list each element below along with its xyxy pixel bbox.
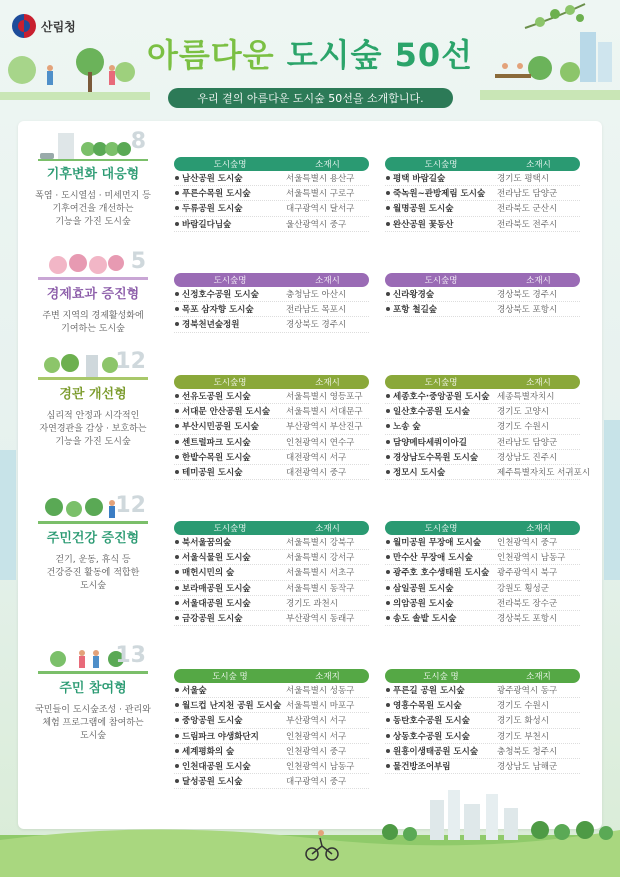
forest-location: 대구광역시 달서구 bbox=[286, 204, 355, 215]
forest-name: 의암공원 도시숲 bbox=[385, 597, 497, 609]
forest-location: 전라북도 장수군 bbox=[497, 598, 558, 609]
forest-location: 경기도 수원시 bbox=[497, 701, 549, 712]
table-row bbox=[385, 744, 580, 759]
forest-name: 월미공원 무장애 도시숲 bbox=[385, 536, 497, 548]
table-header bbox=[385, 157, 580, 171]
logo-text: 산림청 bbox=[41, 19, 76, 34]
column-header-name: 도시숲명 bbox=[424, 524, 458, 534]
forest-name: 월명공원 도시숲 bbox=[385, 202, 497, 214]
table-row bbox=[174, 713, 369, 728]
city-silhouette-left-icon bbox=[0, 440, 20, 580]
forest-name: 삼일공원 도시숲 bbox=[385, 582, 497, 594]
table-row bbox=[174, 759, 369, 774]
section-title: 경관 개선형 bbox=[59, 387, 127, 402]
section-title: 주민건강 증진형 bbox=[46, 531, 140, 546]
forest-name: 푸른길 공원 도시숲 bbox=[385, 684, 497, 696]
forest-name: 일산호수공원 도시숲 bbox=[385, 405, 497, 417]
table-row bbox=[385, 596, 580, 611]
column-header-location: 소재지 bbox=[315, 672, 340, 682]
table-row bbox=[174, 287, 369, 302]
table-row bbox=[385, 419, 580, 434]
forest-name: 세계평화의 숲 bbox=[174, 745, 286, 757]
forest-location: 서울특별시 강서구 bbox=[286, 553, 355, 564]
forest-name: 송도 솔밭 도시숲 bbox=[385, 612, 497, 624]
forest-location: 경기도 수원시 bbox=[497, 422, 549, 433]
forest-location: 전라북도 군산시 bbox=[497, 204, 558, 215]
title-part-1: 아름다운 bbox=[146, 36, 275, 74]
forest-name: 푸른수목원 도시숲 bbox=[174, 187, 286, 199]
table-row bbox=[174, 465, 369, 480]
column-header-location: 소재시 bbox=[315, 378, 340, 388]
table-row bbox=[174, 611, 369, 626]
forest-name: 달성공원 도시숲 bbox=[174, 775, 286, 787]
title-part-2: 도시숲 50선 bbox=[286, 36, 474, 74]
table-row bbox=[174, 201, 369, 216]
forest-name: 평택 바람길숲 bbox=[385, 172, 497, 184]
forest-location: 서울특별시 구로구 bbox=[286, 189, 355, 200]
table-header bbox=[385, 521, 580, 535]
forest-location: 충청남도 아산시 bbox=[286, 290, 347, 301]
description-line: 자연경관을 감상 · 보호하는 bbox=[39, 424, 147, 434]
forest-location: 제주특별자치도 서귀포시 bbox=[497, 468, 591, 479]
forest-location: 서울특별시 마포구 bbox=[286, 701, 355, 712]
section-economy bbox=[18, 249, 602, 349]
table-header bbox=[174, 521, 369, 535]
column-header-name: 도시숲명 bbox=[424, 378, 458, 388]
table-row bbox=[385, 550, 580, 565]
forest-table bbox=[385, 375, 591, 480]
forest-name: 세종호수·중앙공원 도시숲 bbox=[385, 390, 497, 402]
forest-location: 인천광역시 중구 bbox=[286, 746, 347, 757]
section-description bbox=[18, 554, 168, 593]
forest-name: 남산공원 도시숲 bbox=[174, 172, 286, 184]
section-count: 13 bbox=[115, 643, 146, 668]
forest-table bbox=[174, 669, 369, 789]
table-row bbox=[385, 611, 580, 626]
column-header-name: 도시숲명 bbox=[213, 276, 247, 286]
section-illustration bbox=[18, 249, 168, 281]
forest-table bbox=[385, 521, 580, 626]
forest-table bbox=[174, 375, 369, 480]
forest-table bbox=[174, 273, 369, 333]
description-line: 심리적 안정과 시각적인 bbox=[46, 411, 140, 421]
bottom-city-park-illustration-icon bbox=[0, 780, 620, 877]
forest-location: 울산광역시 중구 bbox=[286, 219, 347, 230]
forest-location: 강원도 횡성군 bbox=[497, 583, 549, 594]
column-header-location: 소재지 bbox=[526, 524, 551, 534]
description-line: 폭염 · 도시열섬 · 미세먼지 등 bbox=[35, 191, 151, 201]
table-row bbox=[385, 565, 580, 580]
description-line: 기여하는 도시숲 bbox=[61, 324, 125, 334]
forest-location: 서울특별시 성동구 bbox=[286, 686, 355, 697]
description-line: 걷기, 운동, 휴식 등 bbox=[55, 555, 131, 565]
forest-name: 죽녹원~관방제림 도시숲 bbox=[385, 187, 497, 199]
forest-location: 경기도 고양시 bbox=[497, 407, 549, 418]
forest-table bbox=[174, 157, 369, 232]
forest-name: 중앙공원 도시숲 bbox=[174, 714, 286, 726]
forest-name: 목포 삼자향 도시숲 bbox=[174, 303, 286, 315]
section-intro bbox=[18, 249, 168, 336]
table-row bbox=[385, 729, 580, 744]
table-row bbox=[385, 201, 580, 216]
forest-name: 서대문 안산공원 도시숲 bbox=[174, 405, 286, 417]
table-row bbox=[385, 302, 580, 317]
forest-name: 두류공원 도시숲 bbox=[174, 202, 286, 214]
forest-name: 매헌시민의 숲 bbox=[174, 566, 286, 578]
table-row bbox=[385, 535, 580, 550]
forest-location: 서울특별시 용산구 bbox=[286, 174, 355, 185]
column-header-name: 도시숲명 bbox=[424, 160, 458, 170]
section-intro bbox=[18, 349, 168, 449]
table-row bbox=[174, 535, 369, 550]
forest-name: 정모시 도시숲 bbox=[385, 466, 497, 478]
forest-location: 서울특별시 영등포구 bbox=[286, 392, 363, 403]
table-row bbox=[174, 581, 369, 596]
forest-name: 경상남도수목원 도시숲 bbox=[385, 451, 497, 463]
column-header-location: 소재시 bbox=[315, 160, 340, 170]
forest-name: 월드컵 난지천 공원 도시숲 bbox=[174, 699, 286, 711]
description-line: 주변 지역의 경제활성화에 bbox=[42, 311, 144, 321]
section-count: 5 bbox=[130, 249, 146, 274]
column-header-location: 소재지 bbox=[526, 672, 551, 682]
forest-location: 인천광역시 중구 bbox=[497, 538, 558, 549]
forest-location: 경상남도 남해군 bbox=[497, 762, 558, 773]
forest-location: 전라남도 담양군 bbox=[497, 189, 558, 200]
forest-location: 전라남도 담양군 bbox=[497, 437, 558, 448]
section-illustration bbox=[18, 349, 168, 381]
table-row bbox=[174, 683, 369, 698]
table-row bbox=[174, 302, 369, 317]
forest-location: 경기도 평택시 bbox=[497, 174, 549, 185]
column-header-location: 소재시 bbox=[526, 276, 551, 286]
forest-location: 대전광역시 중구 bbox=[286, 468, 347, 479]
forest-location: 부산광역시 서구 bbox=[286, 716, 347, 727]
column-header-location: 소재시 bbox=[526, 378, 551, 388]
description-line: 기후여건을 개선하는 bbox=[52, 204, 134, 214]
forest-name: 상동호수공원 도시숲 bbox=[385, 730, 497, 742]
subtitle-banner: 우리 곁의 아름다운 도시숲 50선을 소개합니다. bbox=[168, 88, 453, 108]
table-row bbox=[385, 389, 580, 404]
table-row bbox=[174, 217, 369, 232]
forest-location: 서울특별시 서대문구 bbox=[286, 407, 363, 418]
table-header bbox=[174, 669, 369, 683]
section-title: 기후변화 대응형 bbox=[46, 167, 140, 182]
forest-location: 부산광역시 동래구 bbox=[286, 614, 355, 625]
section-illustration bbox=[18, 493, 168, 525]
table-row bbox=[174, 729, 369, 744]
forest-name: 바람길다님숲 bbox=[174, 218, 286, 230]
table-row bbox=[385, 435, 580, 450]
forest-name: 테미공원 도시숲 bbox=[174, 466, 286, 478]
table-row bbox=[385, 759, 580, 774]
forest-location: 인천광역시 연수구 bbox=[286, 437, 355, 448]
table-row bbox=[174, 744, 369, 759]
forest-location: 서울특별시 서초구 bbox=[286, 568, 355, 579]
forest-name: 영흥수목원 도시숲 bbox=[385, 699, 497, 711]
section-description bbox=[18, 410, 168, 449]
column-header-name: 도시숲 명 bbox=[423, 672, 459, 682]
table-row bbox=[174, 550, 369, 565]
forest-table bbox=[385, 273, 580, 317]
section-illustration bbox=[18, 643, 168, 675]
description-line: 기능을 가진 도시숲 bbox=[55, 217, 131, 227]
forest-name: 부산시민공원 도시숲 bbox=[174, 420, 286, 432]
forest-name: 경북천년숲정원 bbox=[174, 318, 286, 330]
forest-location: 세종특별자치시 bbox=[497, 392, 555, 403]
table-row bbox=[385, 698, 580, 713]
forest-location: 대전광역시 서구 bbox=[286, 452, 347, 463]
forest-location: 경상북도 경주시 bbox=[286, 320, 347, 331]
forest-name: 금강공원 도시숲 bbox=[174, 612, 286, 624]
forest-name: 한밭수목원 도시숲 bbox=[174, 451, 286, 463]
table-row bbox=[174, 404, 369, 419]
forest-location: 서울특별시 강북구 bbox=[286, 538, 355, 549]
forest-location: 경상북도 포항시 bbox=[497, 305, 558, 316]
tree-branch-icon bbox=[520, 0, 590, 32]
section-landscape bbox=[18, 349, 602, 489]
forest-location: 대구광역시 중구 bbox=[286, 777, 347, 788]
forest-location: 광주광역시 북구 bbox=[497, 568, 558, 579]
forest-location: 경상북도 포항시 bbox=[497, 614, 558, 625]
section-description bbox=[18, 704, 168, 743]
table-row bbox=[385, 287, 580, 302]
description-line: 국민들이 도시숲조성 · 관리와 bbox=[35, 705, 151, 715]
column-header-name: 도시숲 명 bbox=[212, 672, 248, 682]
column-header-location: 소재시 bbox=[315, 276, 340, 286]
forest-name: 인천대공원 도시숲 bbox=[174, 760, 286, 772]
table-row bbox=[174, 435, 369, 450]
section-participation bbox=[18, 643, 602, 803]
forest-name: 서울식물원 도시숲 bbox=[174, 551, 286, 563]
forest-location: 충청북도 청주시 bbox=[497, 746, 558, 757]
forest-name: 센트럴파크 도시숲 bbox=[174, 436, 286, 448]
description-line: 체험 프로그램에 참여하는 bbox=[42, 718, 144, 728]
description-line: 기능을 가진 도시숲 bbox=[55, 437, 131, 447]
table-row bbox=[174, 596, 369, 611]
table-row bbox=[385, 171, 580, 186]
section-intro bbox=[18, 129, 168, 229]
section-title: 경제효과 증진형 bbox=[46, 287, 140, 302]
table-row bbox=[174, 419, 369, 434]
forest-name: 신라왕경숲 bbox=[385, 288, 497, 300]
table-row bbox=[385, 450, 580, 465]
forest-location: 인천광역시 남동구 bbox=[497, 553, 566, 564]
section-illustration bbox=[18, 129, 168, 161]
forest-location: 서울특별시 동작구 bbox=[286, 583, 355, 594]
forest-location: 인천광역시 남동구 bbox=[286, 762, 355, 773]
table-row bbox=[385, 217, 580, 232]
section-health bbox=[18, 493, 602, 633]
section-intro bbox=[18, 493, 168, 593]
table-row bbox=[385, 581, 580, 596]
section-count: 12 bbox=[115, 493, 146, 518]
table-row bbox=[385, 465, 591, 480]
table-header bbox=[174, 273, 369, 287]
forest-name: 보라매공원 도시숲 bbox=[174, 582, 286, 594]
forest-location: 경기도 과천시 bbox=[286, 598, 338, 609]
forest-name: 포항 철길숲 bbox=[385, 303, 497, 315]
forest-name: 선유도공원 도시숲 bbox=[174, 390, 286, 402]
table-row bbox=[174, 565, 369, 580]
forest-location: 인천광역시 서구 bbox=[286, 731, 347, 742]
column-header-location: 소재시 bbox=[315, 524, 340, 534]
table-row bbox=[385, 186, 580, 201]
forest-name: 원흥이생태공원 도시숲 bbox=[385, 745, 497, 757]
table-header bbox=[174, 157, 369, 171]
section-title: 주민 참여형 bbox=[59, 681, 127, 696]
city-silhouette-right-icon bbox=[602, 420, 620, 580]
table-header bbox=[174, 375, 369, 389]
page-title bbox=[0, 30, 620, 76]
forest-name: 신정호수공원 도시숲 bbox=[174, 288, 286, 300]
column-header-location: 소재시 bbox=[526, 160, 551, 170]
forest-table bbox=[385, 157, 580, 232]
forest-table bbox=[174, 521, 369, 626]
column-header-name: 도시숲명 bbox=[424, 276, 458, 286]
table-row bbox=[385, 683, 580, 698]
forest-name: 서울대공원 도시숲 bbox=[174, 597, 286, 609]
description-line: 건강증진 활동에 적합한 bbox=[46, 568, 140, 578]
table-header bbox=[385, 375, 580, 389]
forest-name: 동탄호수공원 도시숲 bbox=[385, 714, 497, 726]
table-header bbox=[385, 669, 580, 683]
forest-table bbox=[385, 669, 580, 774]
column-header-name: 도시숲명 bbox=[213, 160, 247, 170]
forest-name: 북서울꿈의숲 bbox=[174, 536, 286, 548]
column-header-name: 도시숲명 bbox=[213, 524, 247, 534]
forest-name: 노송 숲 bbox=[385, 420, 497, 432]
table-row bbox=[174, 186, 369, 201]
forest-location: 경상북도 경주시 bbox=[497, 290, 558, 301]
forest-location: 전라북도 전주시 bbox=[497, 219, 558, 230]
table-row bbox=[174, 698, 369, 713]
table-row bbox=[174, 389, 369, 404]
table-row bbox=[385, 713, 580, 728]
forest-location: 전라남도 목포시 bbox=[286, 305, 347, 316]
forest-location: 경상남도 진주시 bbox=[497, 452, 558, 463]
section-intro bbox=[18, 643, 168, 743]
section-description bbox=[18, 190, 168, 229]
table-header bbox=[385, 273, 580, 287]
table-row bbox=[385, 404, 580, 419]
table-row bbox=[174, 171, 369, 186]
table-row bbox=[174, 450, 369, 465]
description-line: 도시숲 bbox=[79, 581, 107, 591]
forest-name: 광주호 호수생태원 도시숲 bbox=[385, 566, 497, 578]
content-panel bbox=[18, 121, 602, 829]
forest-name: 만수산 무장애 도시숲 bbox=[385, 551, 497, 563]
section-count: 12 bbox=[115, 349, 146, 374]
forest-name: 드림파크 야생화단지 bbox=[174, 730, 286, 742]
forest-name: 물건방조어부림 bbox=[385, 760, 497, 772]
table-row bbox=[174, 317, 369, 332]
header bbox=[0, 0, 620, 120]
section-description bbox=[18, 310, 168, 336]
forest-name: 담양메타세쿼이아길 bbox=[385, 436, 497, 448]
forest-name: 완산공원 꽃동산 bbox=[385, 218, 497, 230]
forest-location: 부산광역시 부산진구 bbox=[286, 422, 363, 433]
section-count: 8 bbox=[130, 129, 146, 154]
section-climate bbox=[18, 129, 602, 259]
column-header-name: 도시숲명 bbox=[213, 378, 247, 388]
forest-name: 서울숲 bbox=[174, 684, 286, 696]
forest-location: 경기도 화성시 bbox=[497, 716, 549, 727]
forest-location: 광주광역시 동구 bbox=[497, 686, 558, 697]
forest-location: 경기도 부천시 bbox=[497, 731, 549, 742]
description-line: 도시숲 bbox=[79, 731, 107, 741]
